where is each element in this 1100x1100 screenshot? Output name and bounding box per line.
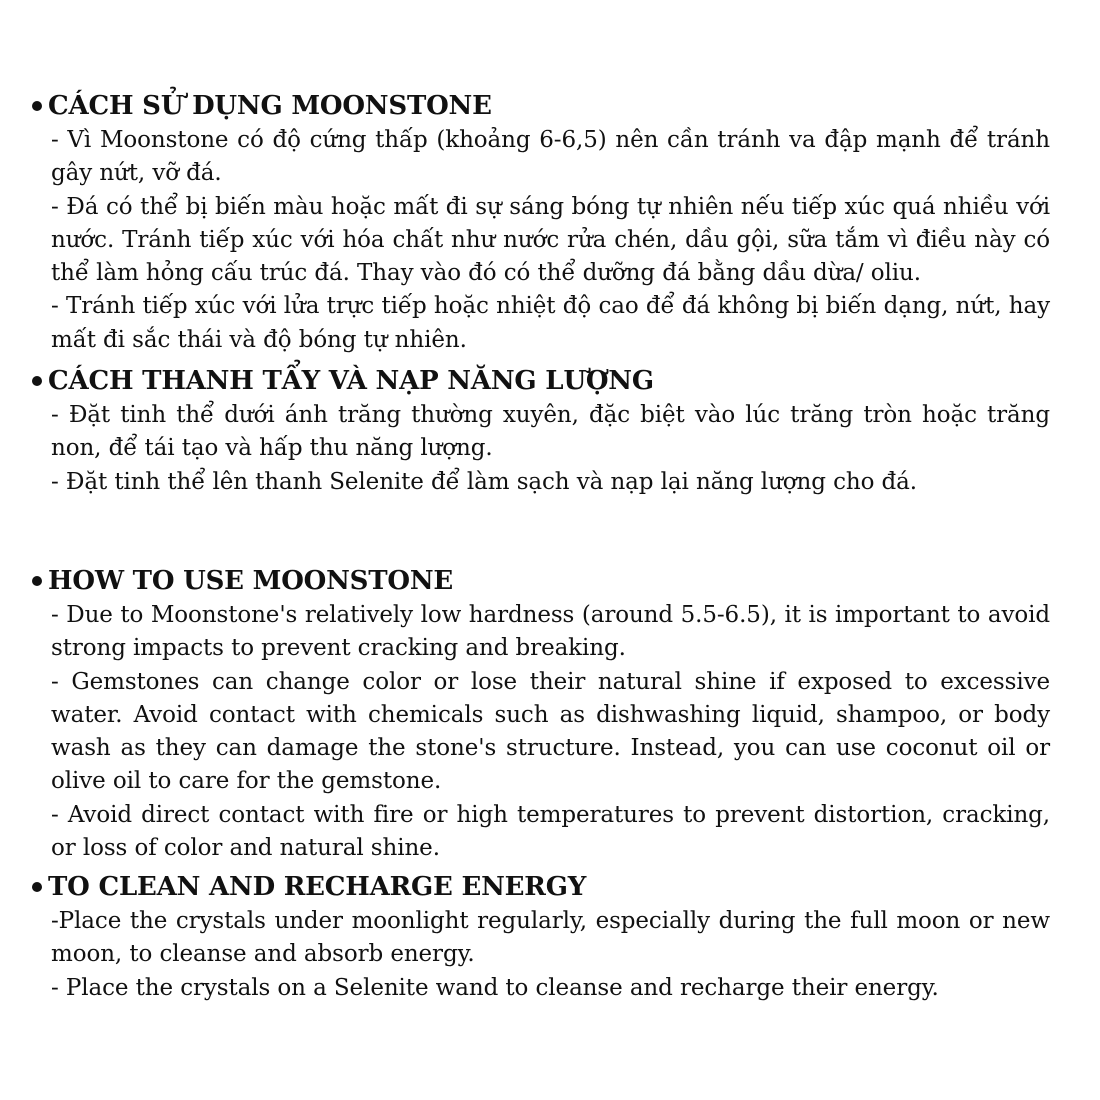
bullet-icon: [32, 576, 42, 586]
paragraph: - Place the crystals on a Selenite wand to cleanse and recharge their energy.: [51, 974, 939, 1001]
paragraph: -Place the crystals under moonlight regularly, especially during the full moon or new moon, to cleanse and absorb energy.: [51, 908, 1050, 968]
bullet-icon: [32, 101, 42, 111]
paragraph: - Đặt tinh thể dưới ánh trăng thường xuyên, đặc biệt vào lúc trăng tròn hoặc trăng non, để tái tạo và hấp thu năng lượng.: [51, 402, 1050, 462]
section-heading: [32, 363, 1050, 399]
paragraph: - Avoid direct contact with fire or high temperatures to prevent distortion, cracking, or loss of color and natural shine.: [51, 801, 1050, 862]
heading-text: CÁCH SỬ DỤNG MOONSTONE: [48, 91, 492, 121]
section-heading: [32, 563, 1050, 599]
paragraph: - Tránh tiếp xúc với lửa trực tiếp hoặc nhiệt độ cao để đá không bị biến dạng, nứt, hay mất đi sắc thái và độ bóng tự nhiên.: [51, 293, 1050, 353]
paragraph: - Gemstones can change color or lose their natural shine if exposed to excessive water. Avoid contact with chemicals such as dishwashing liquid, shampoo, or body wash as they can damage the stone's structure. Instead, you can use coconut oil or olive oil to care for the gemstone.: [51, 668, 1050, 795]
bullet-icon: [32, 882, 42, 892]
paragraph: - Đặt tinh thể lên thanh Selenite để làm sạch và nạp lại năng lượng cho đá.: [51, 468, 917, 495]
section-cleanse-en: [32, 869, 1050, 1005]
heading-text: HOW TO USE MOONSTONE: [48, 566, 454, 596]
heading-text: TO CLEAN AND RECHARGE ENERGY: [48, 872, 587, 902]
bullet-icon: [32, 376, 42, 386]
paragraph: - Vì Moonstone có độ cứng thấp (khoảng 6-6,5) nên cần tránh va đập mạnh để tránh gây nứt, vỡ đá.: [51, 127, 1050, 187]
section-cleanse-vi: [32, 363, 1050, 499]
paragraph: - Due to Moonstone's relatively low hardness (around 5.5-6.5), it is important to avoid strong impacts to prevent cracking and breaking.: [51, 602, 1050, 662]
section-usage-en: [32, 563, 1050, 865]
paragraph: - Đá có thể bị biến màu hoặc mất đi sự sáng bóng tự nhiên nếu tiếp xúc quá nhiều với nước. Tránh tiếp xúc với hóa chất như nước rửa chén, dầu gội, sữa tắm vì điều này có thể làm hỏng cấu trúc đá. Thay vào đó có thể dưỡng đá bằng dầu dừa/ oliu.: [51, 193, 1050, 287]
section-usage-vi: [32, 88, 1050, 357]
section-heading: [32, 869, 1050, 905]
heading-text: CÁCH THANH TẨY VÀ NẠP NĂNG LƯỢNG: [48, 366, 654, 396]
section-heading: [32, 88, 1050, 124]
